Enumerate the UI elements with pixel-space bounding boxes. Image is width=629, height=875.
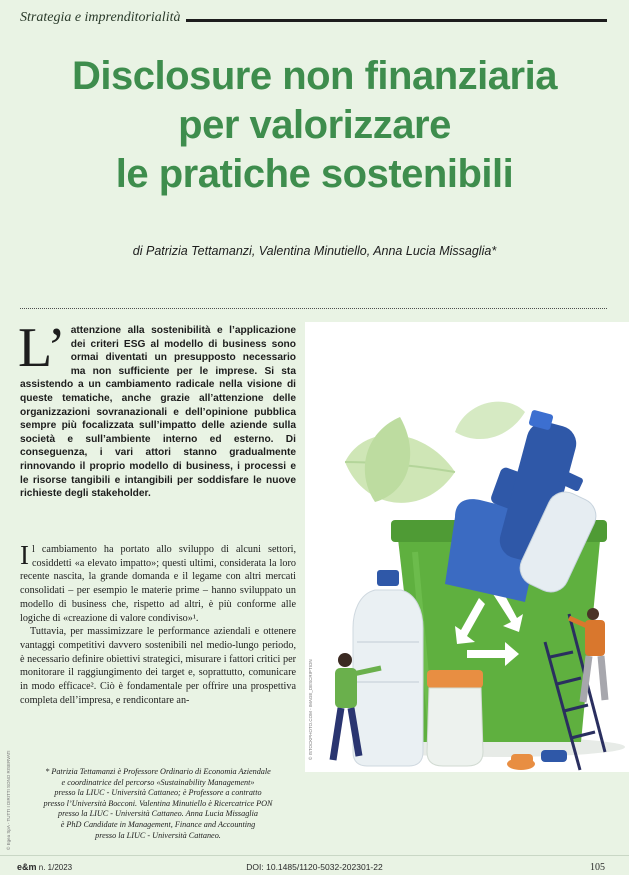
title-line-3: le pratiche sostenibili — [115, 152, 514, 196]
body-paragraph-1-text: l cambiamento ha portato allo sviluppo di alcuni settori, cosiddetti «a elevato impatto»; questi ultimi, considerata la loro recente nascita, la grande domanda e il legame con altri mercati consolidati – per esempio le materie prime – hanno sviluppato un modello di business che, rispetto ad altri, è più conforme alle logiche di «creazione di valore condiviso»¹. — [20, 544, 296, 624]
issue-number: n. 1/2023 — [38, 863, 73, 872]
title-line-1: Disclosure non finanziaria — [72, 54, 557, 98]
section-header — [20, 8, 607, 28]
lead-text: attenzione alla sostenibilità e l’applicazione dei criteri ESG al modello di business sono ormai diventati un presupposto necessario ma non sufficiente per le imprese. Si sta assistendo a un cambiamento radicale nella visione di queste tematiche, anche grazie all’attenzione delle organizzazioni sovranazionali e dell’opinione pubblica sempre più focalizzata sull’impatto delle aziende sulla società e sull’ambiente interno ed esterno. Di conseguenza, i vari attori stanno gradualmente rinnovando il proprio modello di business, i processi e le risorse tangibili e intangibili per soddisfare le nuove richieste degli stakeholder. — [20, 325, 296, 500]
footnote-line: * Patrizia Tettamanzi è Professore Ordinario di Economia Aziendale — [45, 767, 271, 776]
journal-brand: e&m — [17, 862, 37, 872]
recycling-illustration — [305, 322, 629, 772]
glass-jar — [427, 670, 483, 766]
footnote-line: presso la LIUC - Università Cattaneo. Anna Lucia Missaglia — [58, 809, 258, 819]
dotted-divider — [20, 308, 607, 309]
plastic-bottle-icon — [353, 570, 423, 766]
section-rule — [186, 19, 607, 22]
image-credit: © ISTOCKPHOTO.COM - IMAGE_DESCRIPTION — [308, 659, 313, 760]
lead-dropcap: L’ — [18, 317, 66, 379]
page-footer — [0, 856, 629, 875]
author-footnote — [20, 767, 296, 841]
copyright-side: © Egea SpA - TUTTI I DIRITTI SONO RISERVATI — [6, 750, 11, 850]
footnote-line: è PhD Candidate in Management, Finance and Accounting — [60, 819, 256, 829]
recycling-scene-svg — [305, 322, 629, 772]
body-paragraph-2: Tuttavia, per massimizzare le performance aziendali e ottenere vantaggi competitivi davvero sostenibili nel medio-lungo periodo, è necessario definire obiettivi strategici, misurare i fattori critici per monitorare il raggiungimento dei target e, soprattutto, comunicare in modo efficace². Ciò è fondamentale per offrire una prospettiva completa dell’impresa, e rendicontare an- — [20, 626, 296, 706]
doi: DOI: 10.1485/1120-5032-202301-22 — [246, 862, 383, 872]
footnote-line: e coordinatrice del percorso «Sustainability Management» — [61, 777, 255, 787]
footnote-line: presso la LIUC - Università Cattaneo. — [95, 830, 221, 840]
body-paragraph-1 — [20, 540, 296, 625]
page-number: 105 — [590, 862, 605, 873]
body-dropcap: I — [20, 540, 29, 570]
title-line-2: per valorizzare — [178, 103, 451, 147]
footnote-line: presso la LIUC - Università Cattaneo; è Professore a contratto — [54, 788, 262, 798]
article-title — [0, 52, 629, 199]
section-label: Strategia e imprenditorialità — [20, 10, 181, 25]
body-text — [20, 540, 296, 707]
lead-paragraph — [18, 317, 296, 501]
article-authors: di Patrizia Tettamanzi, Valentina Minutiello, Anna Lucia Missaglia* — [132, 244, 497, 258]
footnote-line: presso l’Università Bocconi. Valentina Minutiello è Ricercatrice PON — [43, 798, 273, 808]
